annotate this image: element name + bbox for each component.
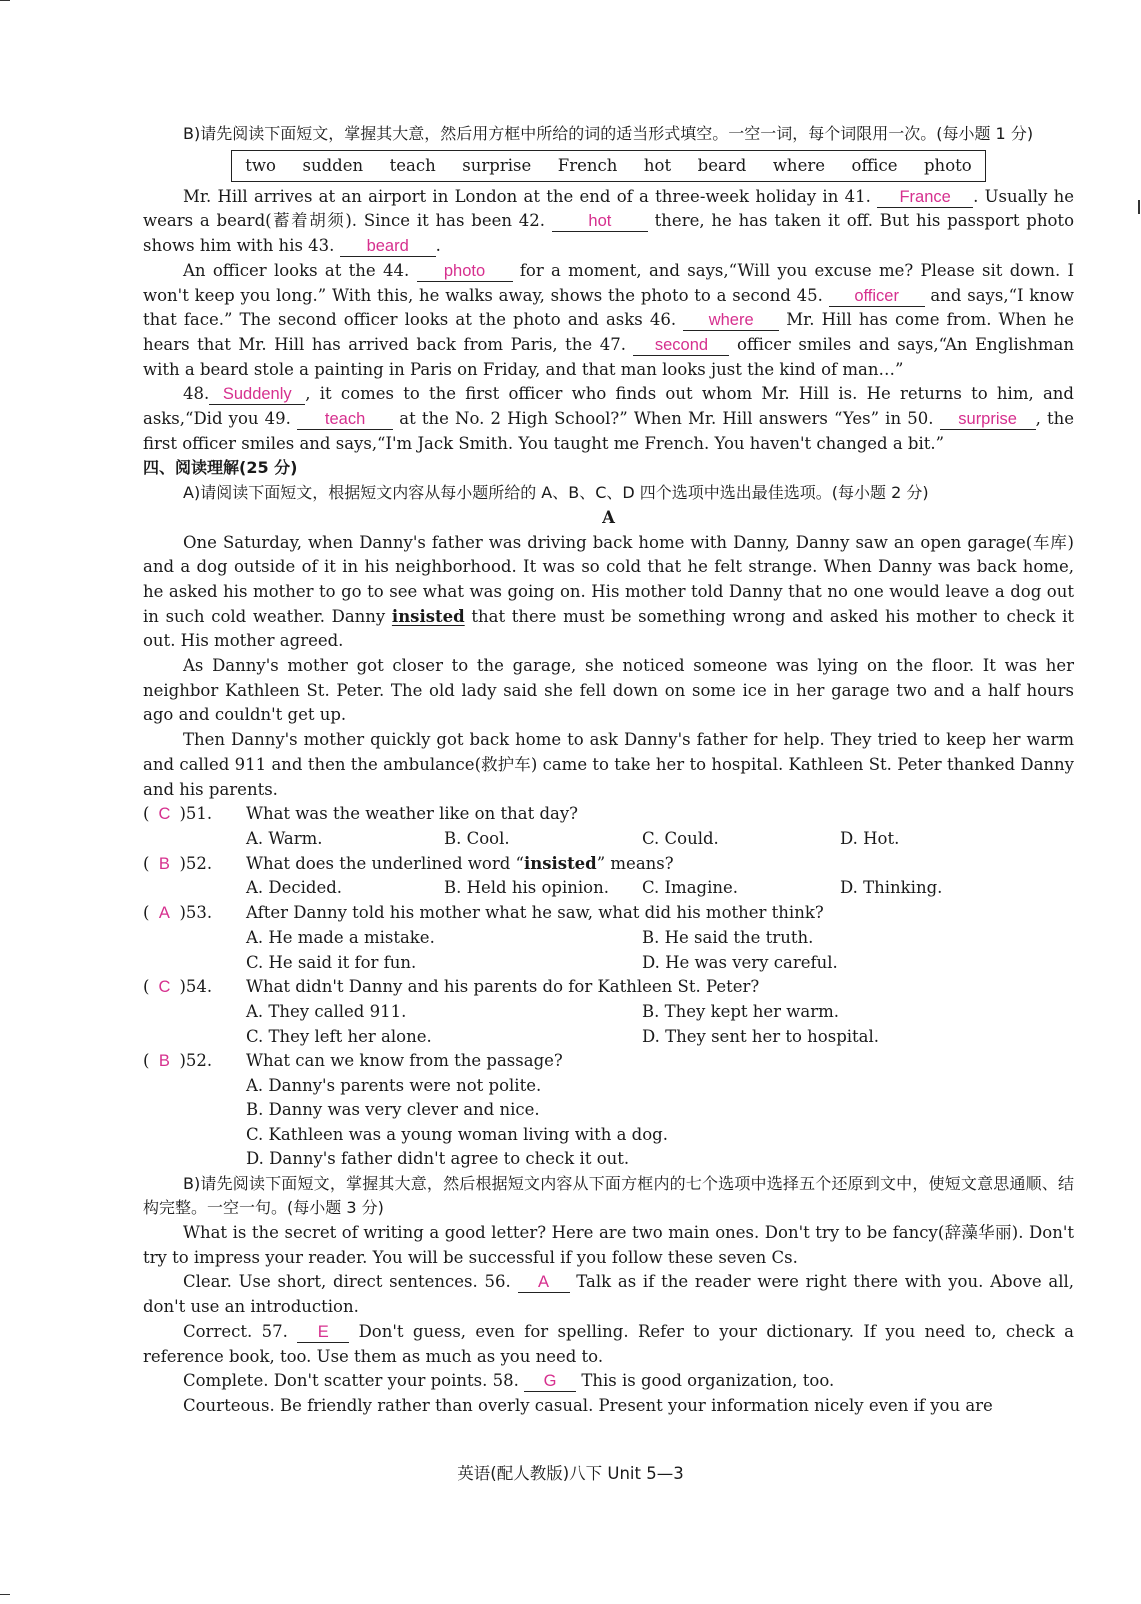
word-box-item: surprise	[462, 156, 532, 176]
text: Don't guess, even for spelling. Refer to your dictionary. If you need to, check a reference book, too. Use them as much as you need to.	[143, 1321, 1074, 1366]
question-number: ( B )52.	[143, 1049, 246, 1074]
text: What does the underlined word “	[246, 853, 524, 873]
option: A. Decided.	[246, 878, 343, 898]
option: B. Danny was very clever and nice.	[246, 1100, 540, 1120]
cloze-paragraph-1	[143, 185, 1074, 259]
section-b2-instruction: B)请先阅读下面短文，掌握其大意，然后根据短文内容从下面方框内的七个选项中选择五个还原到文中，使短文意思通顺、结构完整。一空一句。(每小题 3 分)	[143, 1173, 1074, 1218]
question-number: ( C )54.	[143, 975, 246, 1000]
answer-letter: C	[158, 805, 171, 824]
option: D. He was very careful.	[642, 952, 838, 972]
answer-46: where	[683, 310, 779, 331]
text: and says,“I know that face.” The second officer looks at the photo and asks 46.	[143, 285, 1074, 330]
b2-courteous: Courteous. Be friendly rather than overly casual. Present your information nicely even if you are	[183, 1395, 993, 1415]
answer-50: surprise	[940, 409, 1036, 430]
option: C. Kathleen was a young woman living with a dog.	[246, 1124, 668, 1144]
b2-complete	[143, 1369, 1074, 1394]
worksheet-page	[143, 122, 1074, 1419]
section-4-heading: 四、阅读理解(25 分)	[143, 458, 298, 478]
answer-letter: A	[158, 904, 170, 923]
question-52	[143, 852, 1074, 877]
question-number: ( A )53.	[143, 901, 246, 926]
text: , it comes to the first officer who finds out whom Mr. Hill is. He returns to him, and asks,“Did you 49.	[143, 384, 1074, 429]
option: B. They kept her warm.	[642, 1001, 840, 1021]
text: )53.	[179, 903, 213, 923]
option: D. They sent her to hospital.	[642, 1026, 880, 1046]
answer-44: photo	[417, 261, 513, 282]
word-box-item: teach	[389, 156, 436, 176]
text: officer smiles and says,“An Englishman with a beard stole a painting in Paris on Friday, and that man looks just the kind of man…”	[143, 334, 1074, 379]
answer-letter: C	[158, 978, 171, 997]
text: , the first officer smiles and says,“I'm Jack Smith. You taught me French. You haven't changed a bit.”	[143, 409, 1075, 453]
options-53-row-1	[143, 926, 1074, 951]
answer-42: hot	[552, 211, 648, 232]
text: Correct. 57.	[183, 1321, 288, 1341]
answer-47: second	[633, 335, 729, 356]
option: A. Warm.	[246, 828, 323, 848]
option: A. Danny's parents were not polite.	[246, 1076, 542, 1096]
cloze-paragraph-2	[143, 259, 1074, 383]
word-box-item: photo	[924, 156, 972, 176]
word-box-item: two	[245, 156, 276, 176]
option: D. Danny's father didn't agree to check it out.	[246, 1149, 630, 1169]
text: )52.	[179, 1051, 213, 1071]
text: One Saturday, when Danny's father was driving back home with Danny, Danny saw an open garage(车库) and a dog outside of it in his neighborhood. It was so cold that he felt strange. When Danny was back home, he asked his mother to go to see what was going on. His mother told Danny that no one would leave a dog out in such cold weather. Danny	[143, 532, 1074, 626]
text: )54.	[179, 977, 213, 997]
options-53-row-2	[143, 951, 1074, 976]
answer-41: France	[877, 187, 973, 208]
section-b1-instruction: B)请先阅读下面短文，掌握其大意，然后用方框中所给的词的适当形式填空。一空一词，每个词限用一次。(每小题 1 分)	[183, 124, 1034, 143]
answer-58: G	[524, 1371, 576, 1392]
answer-45: officer	[829, 286, 925, 307]
answer-letter: B	[158, 854, 170, 873]
b2-intro: What is the secret of writing a good letter? Here are two main ones. Don't try to be fancy(辞藻华丽). Don't try to impress your reader. You will be successful if you follow these seven Cs.	[143, 1223, 1074, 1267]
question-53	[143, 901, 1074, 926]
text: . Usually he wears a beard(蓄着胡须). Since it has been 42.	[143, 186, 1075, 231]
text: Complete. Don't scatter your points. 58.	[183, 1371, 519, 1391]
text: at the No. 2 High School?” When Mr. Hill answers “Yes” in 50.	[393, 409, 934, 429]
question-number: ( B )52.	[143, 852, 246, 877]
text: that there must be something wrong and asked his mother to check it out. His mother agreed.	[143, 606, 1074, 651]
option: D. Hot.	[840, 828, 900, 848]
corner-mark-top-left	[0, 0, 10, 1]
word-box-item: beard	[697, 156, 747, 176]
text: Mr. Hill arrives at an airport in London at the end of a three-week holiday in 41.	[183, 186, 871, 206]
page-footer: 英语(配人教版)八下 Unit 5—3	[457, 1464, 684, 1483]
passage-paragraph-2: As Danny's mother got closer to the garage, she noticed someone was lying on the floor. It was her neighbor Kathleen St. Peter. The old lady said she fell down on some ice in her garage two and a half hours ago and couldn't get up.	[143, 656, 1074, 725]
text: .	[435, 236, 441, 256]
options-54-row-2	[143, 1025, 1074, 1050]
word-box-item: French	[557, 156, 618, 176]
answer-letter: B	[158, 1052, 170, 1071]
text: )51.	[179, 804, 213, 824]
text: Mr. Hill has come from. When he hears that Mr. Hill has arrived back from Paris, the 47.	[143, 310, 1075, 354]
answer-48: Suddenly	[209, 384, 305, 405]
b2-clear	[143, 1270, 1074, 1319]
word-box-item: where	[772, 156, 825, 176]
text: there, he has taken it off. But his passport photo shows him with his 43.	[143, 211, 1074, 256]
options-54-row-1	[143, 1000, 1074, 1025]
text: for a moment, and says,“Will you excuse me? Please sit down. I won't keep you long.” With this, he walks away, shows the photo to a second 45.	[143, 260, 1075, 305]
text: insisted	[523, 853, 597, 873]
corner-mark-top-right	[1138, 200, 1140, 214]
option: B. Held his opinion.	[444, 878, 609, 898]
question-54	[143, 975, 1074, 1000]
question-stem: After Danny told his mother what he saw, what did his mother think?	[246, 903, 824, 923]
passage-title: A	[602, 507, 615, 527]
question-stem	[246, 852, 674, 877]
question-51	[143, 802, 1074, 827]
answer-43: beard	[340, 236, 436, 257]
word-box-item: hot	[643, 156, 672, 176]
section-4a-instruction: A)请阅读下面短文，根据短文内容从每小题所给的 A、B、C、D 四个选项中选出最佳选项。(每小题 2 分)	[183, 483, 929, 503]
option: C. They left her alone.	[246, 1026, 432, 1046]
text: )52.	[179, 853, 213, 873]
option: A. He made a mistake.	[246, 927, 435, 947]
answer-49: teach	[297, 409, 393, 430]
text: ” means?	[596, 853, 674, 873]
answer-57: E	[297, 1322, 349, 1343]
text: This is good organization, too.	[576, 1371, 835, 1391]
question-stem: What didn't Danny and his parents do for Kathleen St. Peter?	[246, 977, 760, 997]
question-number: ( C )51.	[143, 802, 246, 827]
question-stem: What was the weather like on that day?	[246, 804, 579, 824]
word-box-item: office	[851, 156, 898, 176]
text: An officer looks at the 44.	[183, 260, 410, 280]
b2-correct	[143, 1320, 1074, 1369]
corner-mark-bottom-left	[0, 1594, 10, 1595]
option: A. They called 911.	[246, 1001, 407, 1021]
question-55	[143, 1049, 1074, 1074]
cloze-paragraph-3	[143, 382, 1074, 456]
option: C. Imagine.	[642, 878, 739, 898]
word-box-item: sudden	[302, 156, 364, 176]
passage-paragraph-3: Then Danny's mother quickly got back home to ask Danny's father for help. They tried to keep her warm and called 911 and then the ambulance(救护车) came to take her to hospital. Kathleen St. Peter thanked Danny and his parents.	[143, 730, 1074, 799]
text: Clear. Use short, direct sentences. 56.	[183, 1272, 511, 1292]
word-box	[231, 150, 986, 182]
answer-56: A	[518, 1272, 570, 1293]
option: D. Thinking.	[840, 878, 943, 898]
option: B. Cool.	[444, 828, 510, 848]
question-stem: What can we know from the passage?	[246, 1051, 563, 1071]
option: C. Could.	[642, 828, 719, 848]
passage-paragraph-1	[143, 531, 1074, 655]
text: Talk as if the reader were right there with you. Above all, don't use an introduction.	[143, 1272, 1074, 1317]
option: C. He said it for fun.	[246, 952, 417, 972]
options-51	[143, 827, 1074, 852]
text: 48.	[183, 384, 210, 404]
underlined-word: insisted	[391, 606, 465, 626]
option: B. He said the truth.	[642, 927, 814, 947]
options-52	[143, 876, 1074, 901]
